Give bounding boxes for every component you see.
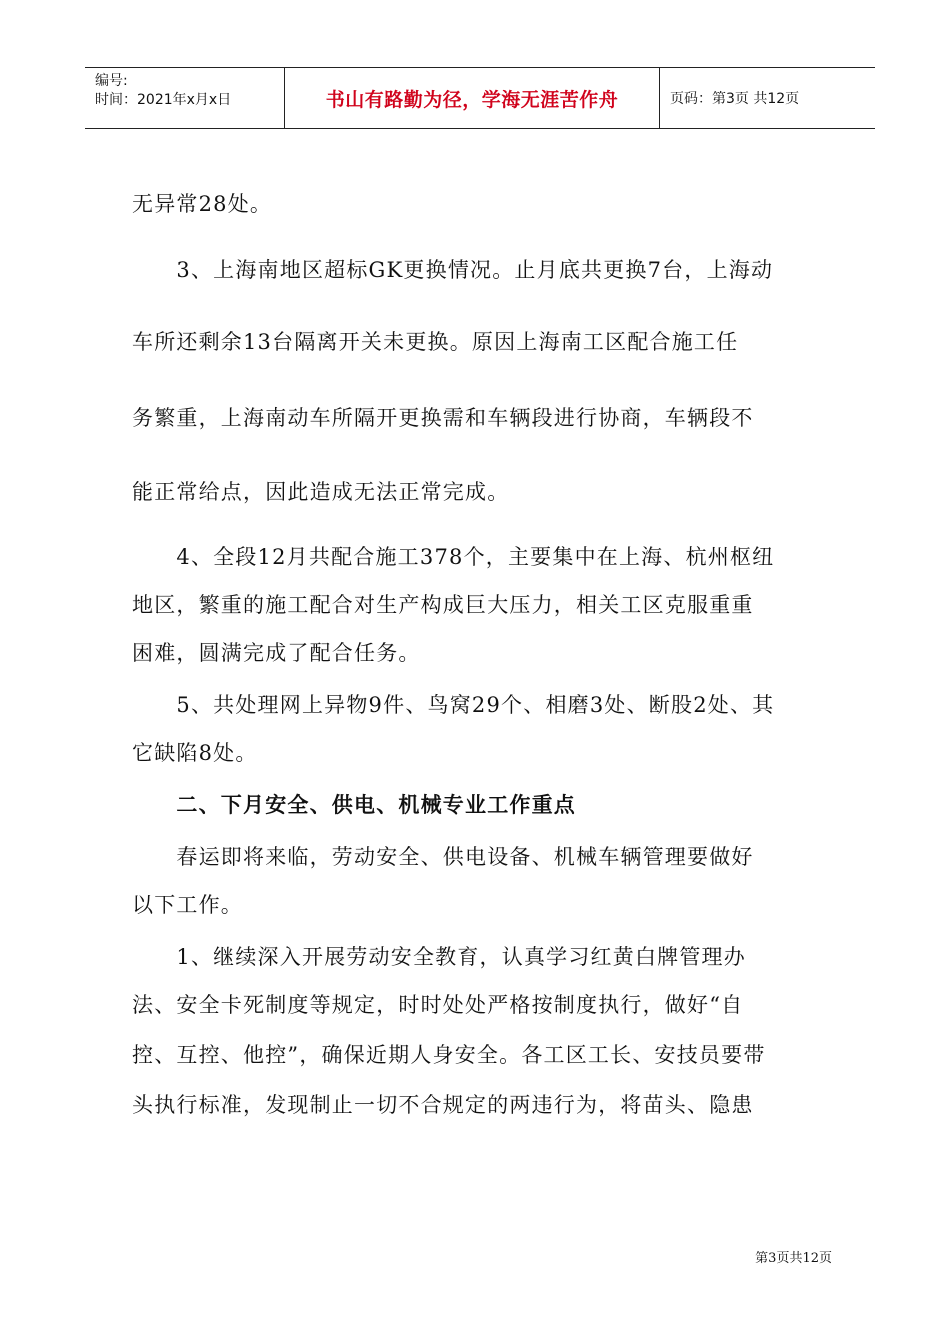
body-line-9: 5、共处理网上异物9件、鸟窝29个、相磨3处、断股2处、其 bbox=[132, 693, 775, 717]
body-line-5: 能正常给点，因此造成无法正常完成。 bbox=[132, 480, 510, 504]
page-header bbox=[85, 67, 875, 129]
body-line-3: 车所还剩余13台隔离开关未更换。原因上海南工区配合施工任 bbox=[132, 330, 739, 354]
section-heading: 二、下月安全、供电、机械专业工作重点 bbox=[132, 793, 576, 817]
body-line-14: 1、继续深入开展劳动安全教育，认真学习红黄白牌管理办 bbox=[132, 945, 746, 969]
header-motto: 书山有路勤为径，学海无涯苦作舟 bbox=[285, 68, 660, 128]
body-line-6: 4、全段12月共配合施工378个，主要集中在上海、杭州枢纽 bbox=[132, 545, 775, 569]
body-line-8: 困难，圆满完成了配合任务。 bbox=[132, 641, 421, 665]
body-line-16: 控、互控、他控”，确保近期人身安全。各工区工长、安技员要带 bbox=[132, 1043, 766, 1067]
body-line-7: 地区，繁重的施工配合对生产构成巨大压力，相关工区克服重重 bbox=[132, 593, 754, 617]
body-line-13: 以下工作。 bbox=[132, 893, 243, 917]
header-page-info: 页码：第3页 共12页 bbox=[670, 91, 800, 107]
body-line-17: 头执行标准，发现制止一切不合规定的两违行为，将苗头、隐患 bbox=[132, 1093, 754, 1117]
body-line-10: 它缺陷8处。 bbox=[132, 741, 258, 765]
header-meta-cell bbox=[85, 68, 285, 128]
document-time-label: 时间：2021年x月x日 bbox=[95, 92, 232, 108]
body-line-4: 务繁重，上海南动车所隔开更换需和车辆段进行协商，车辆段不 bbox=[132, 406, 754, 430]
page-footer: 第3页共12页 bbox=[755, 1251, 832, 1266]
document-number-label: 编号: bbox=[95, 73, 128, 89]
body-line-12: 春运即将来临，劳动安全、供电设备、机械车辆管理要做好 bbox=[132, 845, 754, 869]
body-line-15: 法、安全卡死制度等规定，时时处处严格按制度执行，做好“自 bbox=[132, 993, 744, 1017]
body-line-1: 无异常28处。 bbox=[132, 192, 273, 216]
body-line-2: 3、上海南地区超标GK更换情况。止月底共更换7台，上海动 bbox=[132, 258, 774, 282]
